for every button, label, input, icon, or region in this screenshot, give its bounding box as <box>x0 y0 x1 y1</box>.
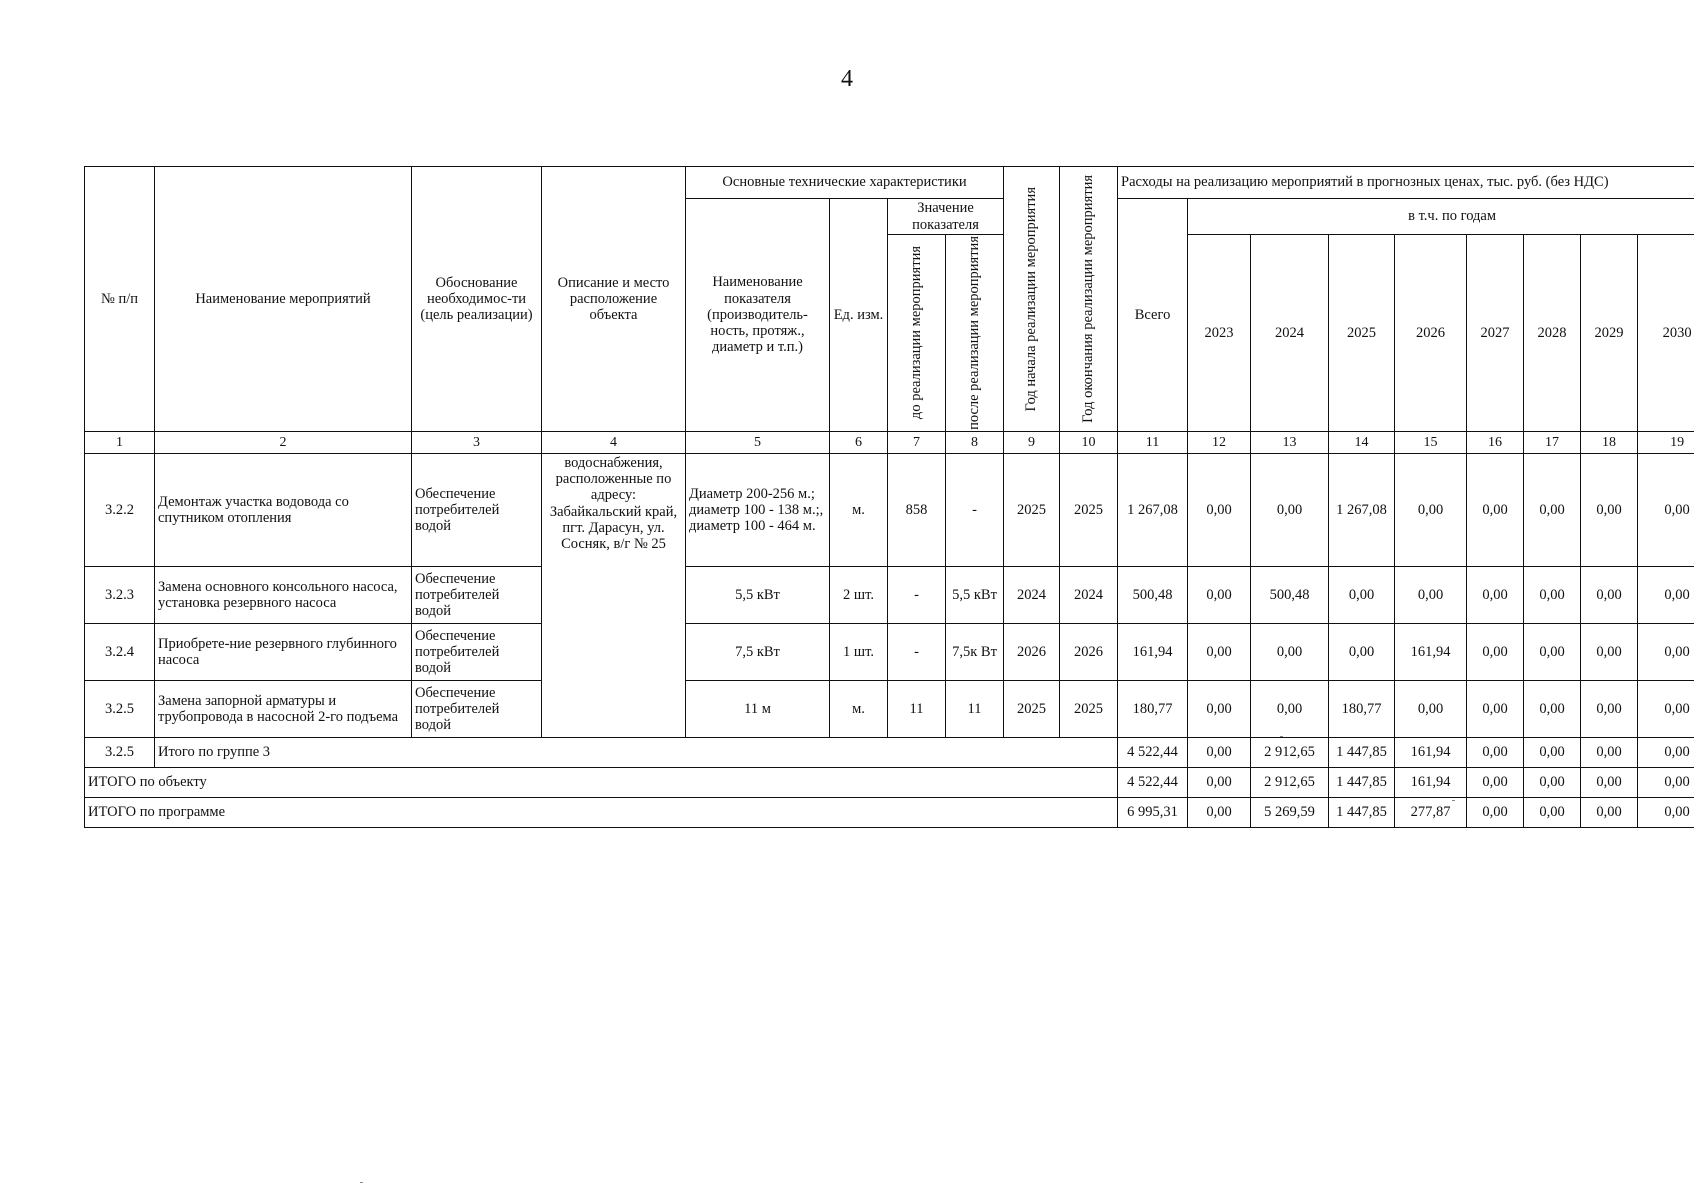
row-year-value: 0,00 <box>1467 623 1524 680</box>
object-total-year: 0,00 <box>1581 767 1638 797</box>
col-number: 13 <box>1251 431 1329 453</box>
program-total-year: 0,00 <box>1467 797 1524 827</box>
col-number: 9 <box>1004 431 1060 453</box>
col-number: 12 <box>1188 431 1251 453</box>
row-unit: м. <box>830 680 888 737</box>
group-total-year: 0,00 <box>1524 737 1581 767</box>
col-number: 18 <box>1581 431 1638 453</box>
row-name: Приобрете-ние резервного глубинного насоса <box>155 623 412 680</box>
row-year-value: 0,00 <box>1524 680 1581 737</box>
col-number: 14 <box>1329 431 1395 453</box>
row-end: 2026 <box>1060 623 1118 680</box>
row-year-value: 0,00 <box>1395 680 1467 737</box>
object-total-year: 2 912,65 <box>1251 767 1329 797</box>
row-year-value: 0,00 <box>1467 566 1524 623</box>
row-no: 3.2.5 <box>85 680 155 737</box>
row-before: 11 <box>888 680 946 737</box>
object-total-row <box>85 767 1694 797</box>
row-year-value: 0,00 <box>1251 623 1329 680</box>
row-year-value: 0,00 <box>1638 623 1694 680</box>
row-year-value: 1 267,08 <box>1329 453 1395 566</box>
table-row <box>85 680 1694 737</box>
header-year: 2030 <box>1638 235 1694 432</box>
row-year-value: 0,00 <box>1251 680 1329 737</box>
col-number: 3 <box>412 431 542 453</box>
table-row <box>85 566 1694 623</box>
row-end: 2025 <box>1060 453 1118 566</box>
header-year-end <box>1060 167 1118 432</box>
header-year: 2025 <box>1329 235 1395 432</box>
group-total-year: 161,94 <box>1395 737 1467 767</box>
header-expenses: Расходы на реализацию мероприятий в прогнозных ценах, тыс. руб. (без НДС) <box>1118 167 1694 199</box>
header-year: 2024 <box>1251 235 1329 432</box>
header-after-text: после реализации мероприятия <box>965 236 982 430</box>
header-tech: Основные технические характеристики <box>686 167 1004 199</box>
program-total-year: 0,00 <box>1524 797 1581 827</box>
header-year-start-text: Год начала реализации мероприятия <box>1022 186 1039 412</box>
row-indicator: Диаметр 200-256 м.; диаметр 100 - 138 м.;, диаметр 100 - 464 м. <box>686 453 830 566</box>
row-total: 180,77 <box>1118 680 1188 737</box>
header-no: № п/п <box>85 167 155 432</box>
row-indicator: 5,5 кВт <box>686 566 830 623</box>
program-total-year: 0,00 <box>1188 797 1251 827</box>
col-number: 1 <box>85 431 155 453</box>
header-before <box>888 235 946 432</box>
row-start: 2025 <box>1004 680 1060 737</box>
header-year-end-text: Год окончания реализации мероприятия <box>1079 175 1096 423</box>
group-total-year: 0,00 <box>1581 737 1638 767</box>
row-total: 161,94 <box>1118 623 1188 680</box>
row-year-value: 0,00 <box>1467 680 1524 737</box>
row-no: 3.2.2 <box>85 453 155 566</box>
row-after: 7,5к Вт <box>946 623 1004 680</box>
col-number: 10 <box>1060 431 1118 453</box>
col-number: 6 <box>830 431 888 453</box>
row-year-value: 180,77 <box>1329 680 1395 737</box>
header-indicator-name: Наименование показателя (производитель-ность, протяж., диаметр и т.п.) <box>686 199 830 432</box>
col-number: 19 <box>1638 431 1694 453</box>
row-after: - <box>946 453 1004 566</box>
object-total-sum: 4 522,44 <box>1118 767 1188 797</box>
object-total-year: 0,00 <box>1524 767 1581 797</box>
group-total-year: 1 447,85 <box>1329 737 1395 767</box>
object-total-year: 0,00 <box>1467 767 1524 797</box>
group-total-label: Итого по группе 3 <box>155 737 1118 767</box>
group-total-row <box>85 737 1694 767</box>
row-year-value: 0,00 <box>1188 623 1251 680</box>
group-total-year: 2 912,65 <box>1251 737 1329 767</box>
row-year-value: 500,48 <box>1251 566 1329 623</box>
row-indicator: 11 м <box>686 680 830 737</box>
row-year-value: 0,00 <box>1581 680 1638 737</box>
header-year: 2027 <box>1467 235 1524 432</box>
row-year-value: 161,94 <box>1395 623 1467 680</box>
row-year-value: 0,00 <box>1638 680 1694 737</box>
col-number: 17 <box>1524 431 1581 453</box>
row-indicator: 7,5 кВт <box>686 623 830 680</box>
col-number: 15 <box>1395 431 1467 453</box>
row-year-value: 0,00 <box>1188 566 1251 623</box>
program-total-label: ИТОГО по программе <box>85 797 1118 827</box>
row-end: 2024 <box>1060 566 1118 623</box>
table-row <box>85 453 1694 566</box>
object-total-year: 0,00 <box>1638 767 1694 797</box>
row-justification: Обеспечение потребителей водой <box>412 680 542 737</box>
row-year-value: 0,00 <box>1188 680 1251 737</box>
col-number: 2 <box>155 431 412 453</box>
shared-description <box>542 453 686 737</box>
row-total: 500,48 <box>1118 566 1188 623</box>
row-year-value: 0,00 <box>1638 566 1694 623</box>
row-name: Замена основного консольного насоса, установка резервного насоса <box>155 566 412 623</box>
measures-table <box>84 166 1694 828</box>
header-total: Всего <box>1118 199 1188 432</box>
group-total-no: 3.2.5 <box>85 737 155 767</box>
row-justification: Обеспечение потребителей водой <box>412 623 542 680</box>
header-before-text: до реализации мероприятия <box>907 246 924 420</box>
row-before: 858 <box>888 453 946 566</box>
row-start: 2025 <box>1004 453 1060 566</box>
column-numbers-row <box>85 431 1694 453</box>
row-name: Замена запорной арматуры и трубопровода в насосной 2-го подъема <box>155 680 412 737</box>
row-year-value: 0,00 <box>1467 453 1524 566</box>
row-year-value: 0,00 <box>1524 453 1581 566</box>
program-total-sum: 6 995,31 <box>1118 797 1188 827</box>
shared-description-text: водоснабжения, расположенные по адресу: Забайкальский край, пгт. Дарасун, ул. Сосняк, в/г № 25 <box>549 454 678 553</box>
col-number: 5 <box>686 431 830 453</box>
row-justification: Обеспечение потребителей водой <box>412 453 542 566</box>
table-row <box>85 623 1694 680</box>
row-end: 2025 <box>1060 680 1118 737</box>
row-year-value: 0,00 <box>1581 453 1638 566</box>
row-start: 2026 <box>1004 623 1060 680</box>
header-unit: Ед. изм. <box>830 199 888 432</box>
row-unit: 2 шт. <box>830 566 888 623</box>
object-total-year: 1 447,85 <box>1329 767 1395 797</box>
group-total-year: 0,00 <box>1188 737 1251 767</box>
col-number: 7 <box>888 431 946 453</box>
header-year-start <box>1004 167 1060 432</box>
row-justification: Обеспечение потребителей водой <box>412 566 542 623</box>
header-year: 2028 <box>1524 235 1581 432</box>
header-indicator-value: Значение показателя <box>888 199 1004 235</box>
object-total-label: ИТОГО по объекту <box>85 767 1118 797</box>
row-year-value: 0,00 <box>1638 453 1694 566</box>
object-total-year: 0,00 <box>1188 767 1251 797</box>
row-before: - <box>888 566 946 623</box>
group-total-year: 0,00 <box>1638 737 1694 767</box>
row-year-value: 0,00 <box>1524 623 1581 680</box>
program-total-row <box>85 797 1694 827</box>
row-year-value: 0,00 <box>1188 453 1251 566</box>
row-after: 11 <box>946 680 1004 737</box>
row-year-value: 0,00 <box>1524 566 1581 623</box>
program-total-year: 0,00 <box>1638 797 1694 827</box>
row-total: 1 267,08 <box>1118 453 1188 566</box>
header-justification: Обоснование необходимос-ти (цель реализации) <box>412 167 542 432</box>
row-no: 3.2.3 <box>85 566 155 623</box>
row-year-value: 0,00 <box>1581 623 1638 680</box>
row-name: Демонтаж участка водовода со спутником отопления <box>155 453 412 566</box>
group-total-sum: 4 522,44 <box>1118 737 1188 767</box>
header-year: 2026 <box>1395 235 1467 432</box>
col-number: 4 <box>542 431 686 453</box>
row-after: 5,5 кВт <box>946 566 1004 623</box>
col-number: 11 <box>1118 431 1188 453</box>
scan-speck <box>360 1182 363 1183</box>
row-before: - <box>888 623 946 680</box>
program-total-year: 5 269,59 <box>1251 797 1329 827</box>
object-total-year: 161,94 <box>1395 767 1467 797</box>
header-year: 2029 <box>1581 235 1638 432</box>
row-no: 3.2.4 <box>85 623 155 680</box>
header-name: Наименование мероприятий <box>155 167 412 432</box>
row-unit: м. <box>830 453 888 566</box>
col-number: 16 <box>1467 431 1524 453</box>
row-year-value: 0,00 <box>1329 623 1395 680</box>
header-after <box>946 235 1004 432</box>
row-start: 2024 <box>1004 566 1060 623</box>
table-container <box>84 166 1694 828</box>
row-unit: 1 шт. <box>830 623 888 680</box>
row-year-value: 0,00 <box>1251 453 1329 566</box>
header-description: Описание и место расположение объекта <box>542 167 686 432</box>
program-total-year: 0,00 <box>1581 797 1638 827</box>
col-number: 8 <box>946 431 1004 453</box>
group-total-year: 0,00 <box>1467 737 1524 767</box>
row-year-value: 0,00 <box>1329 566 1395 623</box>
header-by-years: в т.ч. по годам <box>1188 199 1694 235</box>
header-year: 2023 <box>1188 235 1251 432</box>
row-year-value: 0,00 <box>1395 566 1467 623</box>
program-total-year: 277,87 <box>1395 797 1467 827</box>
scan-speck <box>1452 800 1455 801</box>
row-year-value: 0,00 <box>1581 566 1638 623</box>
scan-speck <box>1280 736 1283 737</box>
program-total-year: 1 447,85 <box>1329 797 1395 827</box>
page-number: 4 <box>841 66 853 92</box>
row-year-value: 0,00 <box>1395 453 1467 566</box>
